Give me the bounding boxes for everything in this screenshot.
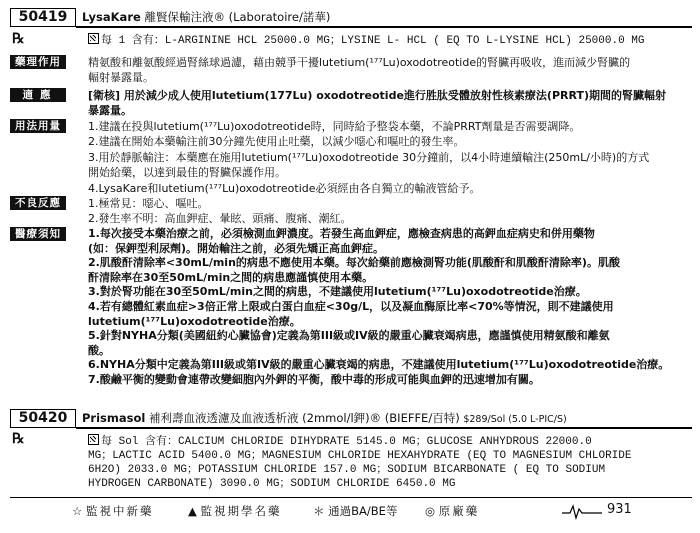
text-line: 酐清除率在30至50mL/min之間的病患應謹慎使用本藥。 [88,270,374,284]
drug-name-zh: 離賢保輸注液 [144,10,214,24]
section-label-adverse: 不良反應 [10,196,66,210]
drug-title [82,410,567,428]
drug-code-box [10,409,76,428]
footer-rule [10,497,692,498]
section-label-indication: 適應症 [10,88,66,102]
text-line: 1.建議在投與lutetium(¹⁷⁷Lu)oxodotreotide時，同時給予整袋本藥，不論PRRT劑量是否需要調降。 [88,120,581,133]
star-icon: ☆ [72,504,83,518]
composition-line: 每 1 含有：L-ARGININE HCL 25000.0 MG；LYSINE L- HCL ( EQ TO L-LYSINE HCL) 25000.0 MG [101,35,645,47]
triangle-icon: ▲ [188,504,197,518]
text-line: [衛核] 用於減少成人使用lutetium(177Lu) oxodotreotide進行胜肽受體放射性核素療法(PRRT)期間的腎臟輻射 [88,89,666,102]
drug-code: 50419 [18,9,68,25]
legend-text: 監視中新藥 [85,504,154,518]
drug-name-zh: 補利壽血液透濾及血液透析液 (2mmol/l鉀) [148,411,370,425]
text-line: 3.對於腎功能在30至50mL/min之間的病患，不建議使用lutetium(¹⁷⁷Lu)oxodotreotide治療。 [88,285,587,299]
drug-brand: Prismasol [82,411,146,425]
section-label-cautions: 醫療須知 [10,227,66,241]
composition [88,434,632,491]
legend-text: 監視期學名藥 [200,504,282,518]
text-line: lutetium(¹⁷⁷Lu)oxodotreotide治療。 [88,314,301,328]
legend-original-drug [425,503,479,519]
drug-manufacturer: (BIEFFE/百特) [384,411,460,425]
section-dosage [88,119,692,196]
text-line: 7.酸鹼平衡的變動會連帶改變細胞內外鉀的平衡，酸中毒的形成可能與血鉀的迅速增加有關。 [88,372,540,386]
text-line: 6.NYHA分類中定義為第III級或第IV級的嚴重心臟衰竭的病患，不建議使用lutetium(¹⁷⁷Lu)oxodotreotide治療。 [88,358,670,372]
rx-icon: ℞ [12,431,25,447]
text-line: (如：保鉀型利尿劑)。開始輸注之前，必須先矯正高血鉀症。 [88,241,385,255]
drug-price: $289/Sol (5.0 L-PIC/S) [463,414,567,425]
composition [88,33,644,48]
text-line: 輻射暴露量。 [88,71,154,85]
drug-code: 50420 [18,410,68,426]
text-line: 2.肌酸酐清除率<30mL/min的病患不應使用本藥。每次給藥前應檢測腎功能(肌酸酐和肌酸酐清除率)。肌酸 [88,256,620,270]
drug-code-box [10,8,76,27]
section-action [88,55,692,86]
legend-new-drug [72,503,153,519]
entry-divider [76,26,692,28]
legend-generic-drug [188,503,282,519]
text-line: 1.每次接受本藥治療之前，必須檢測血鉀濃度。若發生高血鉀症，應檢查病患的高鉀血症病史和併用藥物 [88,227,595,240]
legend-text: 原廠藥 [438,504,480,518]
section-label-action: 藥理作用 [10,55,66,69]
drug-title [82,9,330,26]
section-cautions [88,227,692,388]
section-indication [88,88,692,119]
text-line: 2.建議在開始本藥輸注前30分鐘先使用止吐藥，以減少噁心和嘔吐的發生率。 [88,135,465,149]
section-adverse [88,196,692,227]
text-line: 酸。 [88,343,110,357]
text-line: 暴露量。 [88,104,132,118]
checkbox-icon [88,33,99,44]
pulse-wave-icon [562,502,602,520]
text-line: 5.針對NYHA分類(美國紐約心臟協會)定義為第III級或IV級的嚴重心臟衰竭病患，應謹慎使用精氨酸和離氨 [88,329,610,343]
checkbox-icon [88,434,99,445]
text-line: 開始給藥，以達到最佳的腎臟保護作用。 [88,166,286,180]
text-line: 4.若有總體紅素血症>3倍正常上限或白蛋白血症<30g/L，以及凝血酶原比率<70%等情況，則不建議使用 [88,299,614,313]
composition-line: 6H2O) 2033.0 MG；POTASSIUM CHLORIDE 157.0 MG；SODIUM BICARBONATE ( EQ TO SODIUM [88,464,606,476]
text-line: 1.極常見：噁心、嘔吐。 [88,197,209,210]
text-line: 2.發生率不明：高血鉀症、暈眩、頭痛、腹痛、潮紅。 [88,212,352,226]
text-line: 精氨酸和離氨酸經過腎絲球過濾，藉由競爭干擾lutetium(¹⁷⁷Lu)oxodotreotide的腎臟再吸收，進而減少腎臟的 [88,56,631,69]
section-label-dosage: 用法用量 [10,119,66,133]
page-number: 931 [607,502,632,517]
composition-line: MG；LACTIC ACID 5400.0 MG；MAGNESIUM CHLORIDE HEXAHYDRATE (EQ TO MAGNESIUM CHLORIDE [88,450,632,462]
composition-line: HYDROGEN CARBONATE) 3090.0 MG；SODIUM CHLORIDE 6450.0 MG [88,478,456,490]
drug-manufacturer: (Laboratoire/諾華) [228,10,331,24]
legend-text: 通過BA/BE等 [328,504,398,518]
drug-brand: LysaKare [82,10,141,24]
legend-ba-be [313,503,397,519]
text-line: 3.用於靜脈輸注：本藥應在施用lutetium(¹⁷⁷Lu)oxodotreotide 30分鐘前，以4小時連續輸注(250mL/小時)的方式 [88,150,650,164]
circle-icon: ◎ [425,504,436,518]
asterisk-icon: ＊ [313,504,325,518]
registered-mark: ® [213,10,225,24]
composition-line: 每 Sol 含有：CALCIUM CHLORIDE DIHYDRATE 5145.0 MG；GLUCOSE ANHYDROUS 22000.0 [101,436,592,448]
text-line: 4.LysaKare和lutetium(¹⁷⁷Lu)oxodotreotide必須經由各自獨立的輸液管給予。 [88,181,481,195]
registered-mark: ® [369,411,382,425]
rx-icon: ℞ [12,31,25,47]
